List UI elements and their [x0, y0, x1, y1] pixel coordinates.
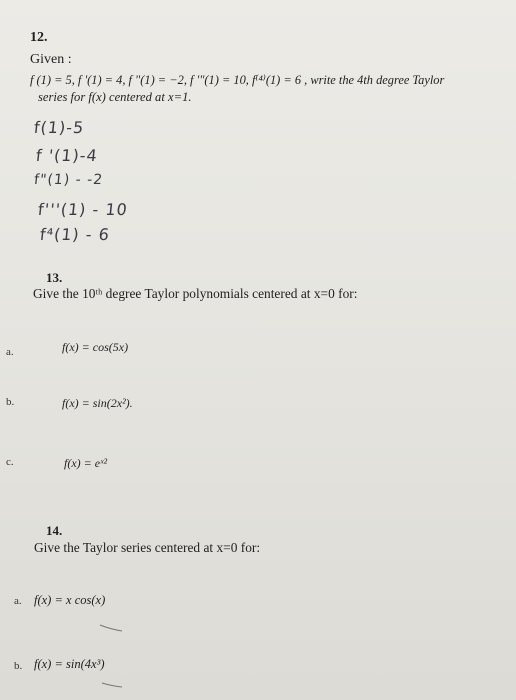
q13-part-a-function: f(x) = cos(5x)	[62, 340, 129, 354]
handwritten-line-1: f(1)-5	[33, 118, 86, 137]
handwritten-line-4: f'''(1) - 10	[37, 200, 129, 219]
q12-given-line2: series for f(x) centered at x=1.	[38, 90, 192, 104]
q12-given-label: Given :	[30, 52, 72, 67]
handwritten-line-2: f '(1)-4	[35, 146, 99, 165]
q13-part-b-letter: b.	[6, 396, 15, 408]
q14-part-b-letter: b.	[14, 660, 23, 672]
q13-part-c-function: f(x) = eˣ²	[64, 456, 108, 470]
q13-number: 13.	[46, 270, 63, 285]
q14-part-b-function: f(x) = sin(4x³)	[34, 657, 105, 671]
q13-part-b-function: f(x) = sin(2x²).	[62, 396, 133, 410]
q13-prompt: Give the 10ᵗʰ degree Taylor polynomials centered at x=0 for:	[33, 286, 358, 301]
handwritten-line-5: f⁴(1) - 6	[39, 225, 111, 244]
q12-given-line: f (1) = 5, f '(1) = 4, f "(1) = −2, f '"(1) = 10, f⁽⁴⁾(1) = 6 , write the 4th degree Taylor	[30, 73, 445, 87]
q14-part-a-function: f(x) = x cos(x)	[34, 593, 106, 607]
q14-prompt: Give the Taylor series centered at x=0 for:	[34, 540, 261, 555]
handwritten-line-3: f"(1) - -2	[33, 172, 104, 188]
q14-part-a-letter: a.	[14, 595, 22, 607]
q13-part-a-letter: a.	[6, 346, 14, 358]
q12-number: 12.	[30, 30, 48, 45]
q13-part-c-letter: c.	[6, 456, 14, 468]
q14-number: 14.	[46, 523, 63, 538]
